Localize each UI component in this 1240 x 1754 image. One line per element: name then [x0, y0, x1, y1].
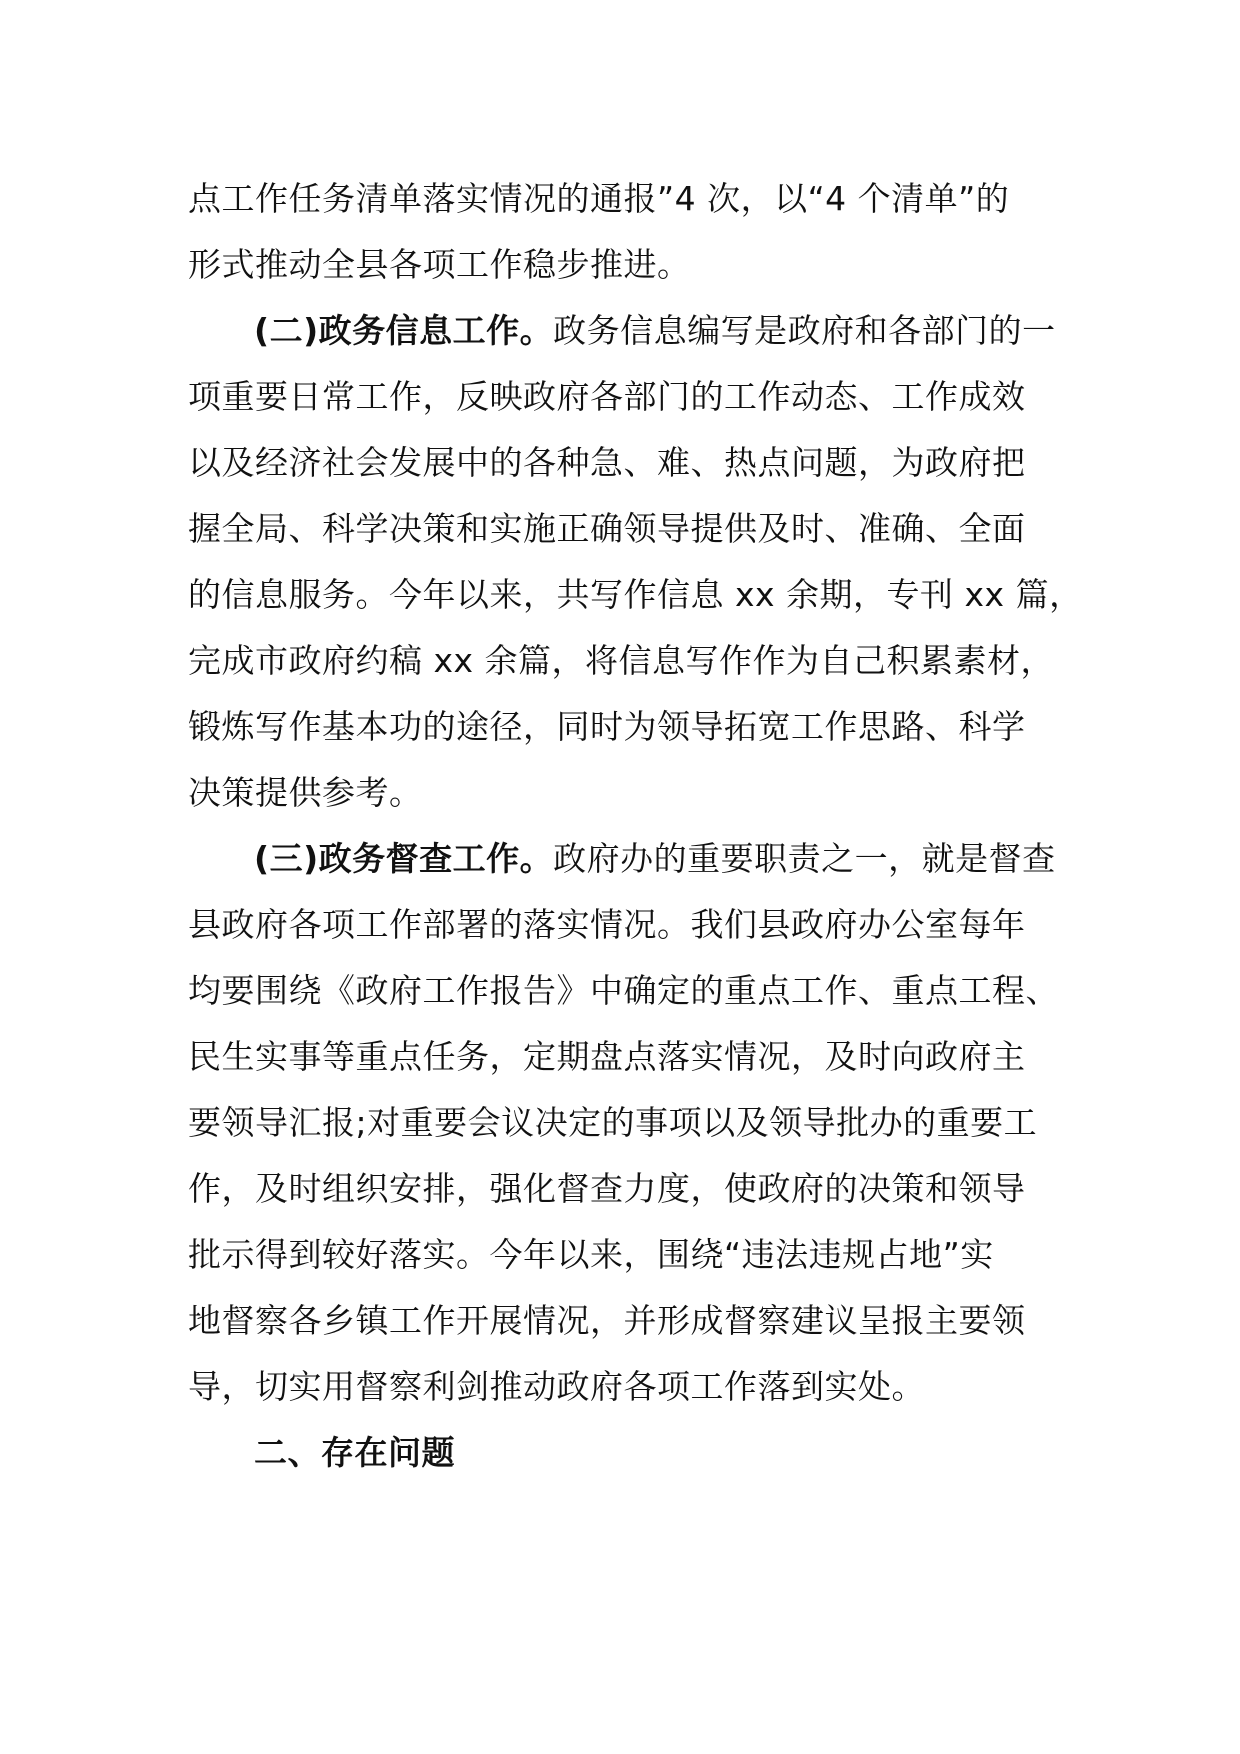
section-text: 政府办的重要职责之一，就是督查	[553, 839, 1056, 878]
paragraph-line: 决策提供参考。	[188, 773, 423, 812]
paragraph-line: 完成市政府约稿 xx 余篇，将信息写作作为自己积累素材，	[188, 641, 1055, 680]
section-text: 政务信息编写是政府和各部门的一	[553, 311, 1056, 350]
paragraph-line: 县政府各项工作部署的落实情况。我们县政府办公室每年	[188, 905, 1026, 944]
chapter-heading: 二、存在问题	[254, 1433, 455, 1472]
section-heading: (二)政务信息工作。	[254, 311, 554, 350]
section-first-line	[188, 298, 1058, 364]
paragraph-line: 形式推动全县各项工作稳步推进。	[188, 245, 691, 284]
paragraph-line: 地督察各乡镇工作开展情况，并形成督察建议呈报主要领	[188, 1301, 1026, 1340]
paragraph-line: 均要围绕《政府工作报告》中确定的重点工作、重点工程、	[188, 971, 1059, 1010]
paragraph-line: 批示得到较好落实。今年以来，围绕“违法违规占地”实	[188, 1235, 994, 1274]
paragraph-line: 的信息服务。今年以来，共写作信息 xx 余期，专刊 xx 篇，	[188, 575, 1083, 614]
section-first-line	[188, 826, 1058, 892]
paragraph-line: 项重要日常工作，反映政府各部门的工作动态、工作成效	[188, 377, 1026, 416]
paragraph-line: 要领导汇报;对重要会议决定的事项以及领导批办的重要工	[188, 1103, 1038, 1142]
paragraph-line: 以及经济社会发展中的各种急、难、热点问题，为政府把	[188, 443, 1026, 482]
paragraph-line: 点工作任务清单落实情况的通报”4 次，以“4 个清单”的	[188, 179, 1010, 218]
paragraph-line: 握全局、科学决策和实施正确领导提供及时、准确、全面	[188, 509, 1026, 548]
document-body	[188, 166, 1083, 1486]
paragraph-line: 民生实事等重点任务，定期盘点落实情况，及时向政府主	[188, 1037, 1026, 1076]
paragraph-line: 导，切实用督察利剑推动政府各项工作落到实处。	[188, 1367, 925, 1406]
paragraph-line: 锻炼写作基本功的途径，同时为领导拓宽工作思路、科学	[188, 707, 1026, 746]
paragraph-line: 作，及时组织安排，强化督查力度，使政府的决策和领导	[188, 1169, 1026, 1208]
section-heading: (三)政务督查工作。	[254, 839, 554, 878]
